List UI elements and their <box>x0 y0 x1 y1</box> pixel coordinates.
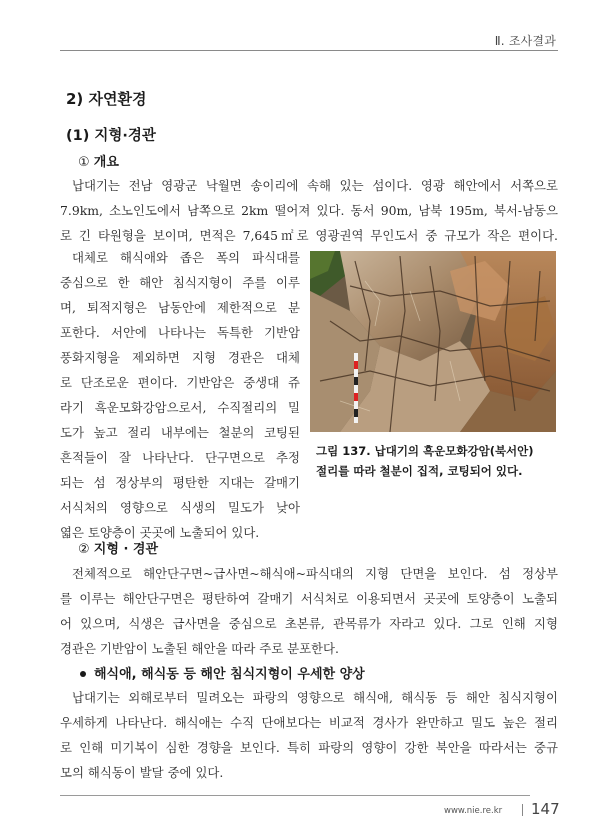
text-line: 로 인해 미기복이 심한 경향을 보인다. 특히 파랑의 영향이 강한 북안을 따라서는 중규 <box>60 740 558 755</box>
subsection-title: (1) 지형·경관 <box>66 128 156 144</box>
item-heading-overview <box>78 151 119 170</box>
text-line: 7.9km, 소노인도에서 남쪽으로 2km 떨어져 있다. 동서 90m, 남북 195m, 북서-남동으 <box>60 203 558 218</box>
caption-line: 그림 137. 납대기의 흑운모화강암(북서안) <box>316 444 534 458</box>
item-title: 개요 <box>93 155 119 170</box>
text-line: 경관은 기반암이 노출된 해안을 따라 주로 분포한다. <box>60 641 339 656</box>
header-rule <box>60 50 558 51</box>
text-line: 흔적들이 잘 나타난다. 단구면으로 추정 <box>60 450 300 465</box>
text-line: 되는 섬 정상부의 평탄한 지대는 갈매기 <box>60 475 300 490</box>
text-line: 납대기는 전남 영광군 낙월면 송이리에 속해 있는 섬이다. 영광 해안에서 서쪽으로 <box>72 178 558 193</box>
geology-paragraph <box>60 245 300 545</box>
text-line: 로 단조로운 편이다. 기반암은 중생대 쥬 <box>60 375 300 390</box>
item-marker: ① <box>78 155 90 170</box>
running-header: Ⅱ. 조사결과 <box>494 34 556 48</box>
text-line: 전체적으로 해안단구면~급사면~해식애~파식대의 지형 단면을 보인다. 섬 정상부 <box>72 566 558 581</box>
text-line: 모의 해식동이 발달 중에 있다. <box>60 765 224 780</box>
text-line: 풍화지형을 제외하면 지형 경관은 대체 <box>60 350 300 365</box>
text-line: 며, 퇴적지형은 남동안에 제한적으로 분 <box>60 300 300 315</box>
text-line: 서식처의 영향으로 식생의 밀도가 낮아 <box>60 500 300 515</box>
text-line: 도가 높고 절리 내부에는 철분의 코팅된 <box>60 425 300 440</box>
footer-separator <box>522 804 523 816</box>
text-line: 를 이루는 해안단구면은 평탄하여 갈매기 서식처로 이용되면서 곳곳에 토양층이 노출되 <box>60 591 558 606</box>
landscape-paragraph <box>60 561 558 661</box>
text-line: 라기 흑운모화강암으로서, 수직절리의 밀 <box>60 400 300 415</box>
item-heading-landscape <box>78 538 158 557</box>
section-title: 2) 자연환경 <box>66 90 147 108</box>
footer-url: www.nie.re.kr <box>444 806 503 816</box>
text-line: 어 있으며, 식생은 급사면을 중심으로 초본류, 관목류가 자라고 있다. 그로 인해 지형 <box>60 616 558 631</box>
item-title: 지형 · 경관 <box>93 542 159 557</box>
bullet-title: 해식애, 해식동 등 해안 침식지형이 우세한 양상 <box>94 667 365 682</box>
text-line: 포한다. 서안에 나타나는 독특한 기반암 <box>60 325 300 340</box>
text-line: 로 긴 타원형을 보이며, 면적은 7,645㎡로 영광권역 무인도서 중 규모가 작은 편이다. <box>60 228 558 243</box>
page-number: 147 <box>531 800 560 818</box>
text-line: 중심으로 한 해안 침식지형이 주를 이루 <box>60 275 300 290</box>
bullet-heading <box>80 663 365 682</box>
text-line: 엷은 토양층이 곳곳에 노출되어 있다. <box>60 525 260 540</box>
figure-caption <box>316 441 558 481</box>
text-line: 납대기는 외해로부터 밀려오는 파랑의 영향으로 해식애, 해식동 등 해안 침식지형이 <box>72 690 558 705</box>
footer-rule <box>60 795 530 796</box>
erosion-paragraph <box>60 685 558 785</box>
caption-line: 절리를 따라 철분이 집적, 코팅되어 있다. <box>316 464 523 478</box>
granite-photo <box>310 251 556 432</box>
granite-photo-illustration <box>310 251 556 432</box>
item-marker: ② <box>78 542 90 557</box>
text-line: 대체로 해식애와 좁은 폭의 파식대를 <box>72 250 300 265</box>
bullet-icon <box>80 671 86 677</box>
overview-paragraph <box>60 173 558 248</box>
text-line: 우세하게 나타난다. 해식애는 수직 단애보다는 비교적 경사가 완만하고 밀도 높은 절리 <box>60 715 558 730</box>
